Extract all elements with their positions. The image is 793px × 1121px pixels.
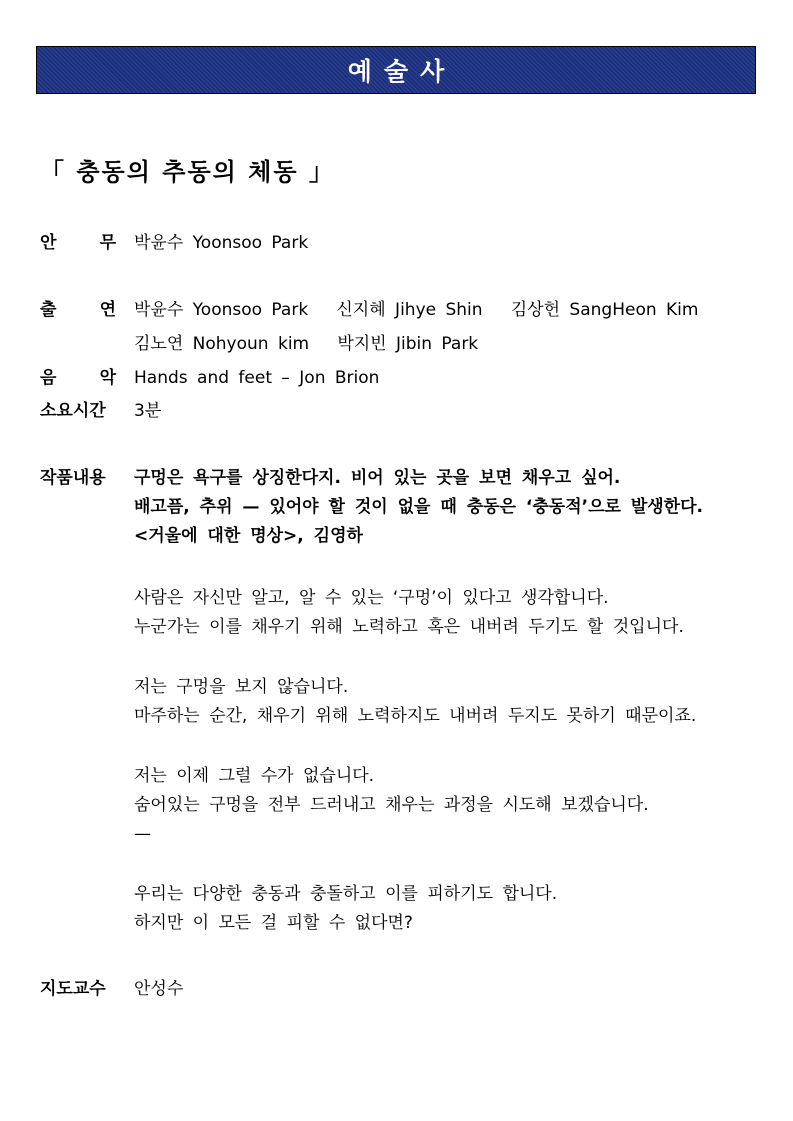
header-banner <box>36 46 756 94</box>
content-paragraph-2 <box>134 673 696 731</box>
work-title: 「 충동의 추동의 체동 」 <box>40 158 335 186</box>
quote-line: 구멍은 욕구를 상징한다지. 비어 있는 곳을 보면 채우고 싶어. <box>134 468 621 488</box>
choreography-label: 안 무 <box>40 233 116 253</box>
cast-label: 출 연 <box>40 300 116 320</box>
paragraph-line: 사람은 자신만 알고, 알 수 있는 ‘구멍’이 있다고 생각합니다. <box>134 588 609 608</box>
quote-line: <거울에 대한 명상>, 김영하 <box>134 526 363 546</box>
quote-line: 배고픔, 추위 — 있어야 할 것이 없을 때 충동은 ‘충동적’으로 발생한다. <box>134 497 703 517</box>
paragraph-line: 숨어있는 구멍을 전부 드러내고 채우는 과정을 시도해 보겠습니다. <box>134 795 649 815</box>
header-title: 예술사 <box>347 57 457 86</box>
advisor-value: 안성수 <box>134 979 184 999</box>
paragraph-line: 저는 구멍을 보지 않습니다. <box>134 677 349 697</box>
content-paragraph-4 <box>134 880 557 938</box>
duration-value: 3분 <box>134 401 162 421</box>
paragraph-line: 우리는 다양한 충동과 충돌하고 이를 피하기도 합니다. <box>134 884 558 904</box>
choreography-value: 박윤수 Yoonsoo Park <box>134 233 309 253</box>
advisor-label: 지도교수 <box>40 979 106 999</box>
content-paragraph-3 <box>134 762 649 849</box>
paragraph-line: 하지만 이 모든 걸 피할 수 없다면? <box>134 913 413 933</box>
duration-label: 소요시간 <box>40 401 106 421</box>
cast-line-1: 박윤수 Yoonsoo Park 신지혜 Jihye Shin 김상헌 SangHeon Kim <box>134 300 699 320</box>
paragraph-line: 누군가는 이를 채우기 위해 노력하고 혹은 내버려 두기도 할 것입니다. <box>134 617 684 637</box>
cast-line-2: 김노연 Nohyoun kim 박지빈 Jibin Park <box>134 334 479 354</box>
music-value: Hands and feet – Jon Brion <box>134 368 380 388</box>
content-label: 작품내용 <box>40 468 106 488</box>
content-paragraph-1 <box>134 584 684 642</box>
paragraph-line: 마주하는 순간, 채우기 위해 노력하지도 내버려 두지도 못하기 때문이죠. <box>134 706 697 726</box>
music-label: 음 악 <box>40 368 116 388</box>
dash-mark: — <box>134 824 151 844</box>
content-quote <box>134 464 703 551</box>
paragraph-line: 저는 이제 그럴 수가 없습니다. <box>134 766 375 786</box>
